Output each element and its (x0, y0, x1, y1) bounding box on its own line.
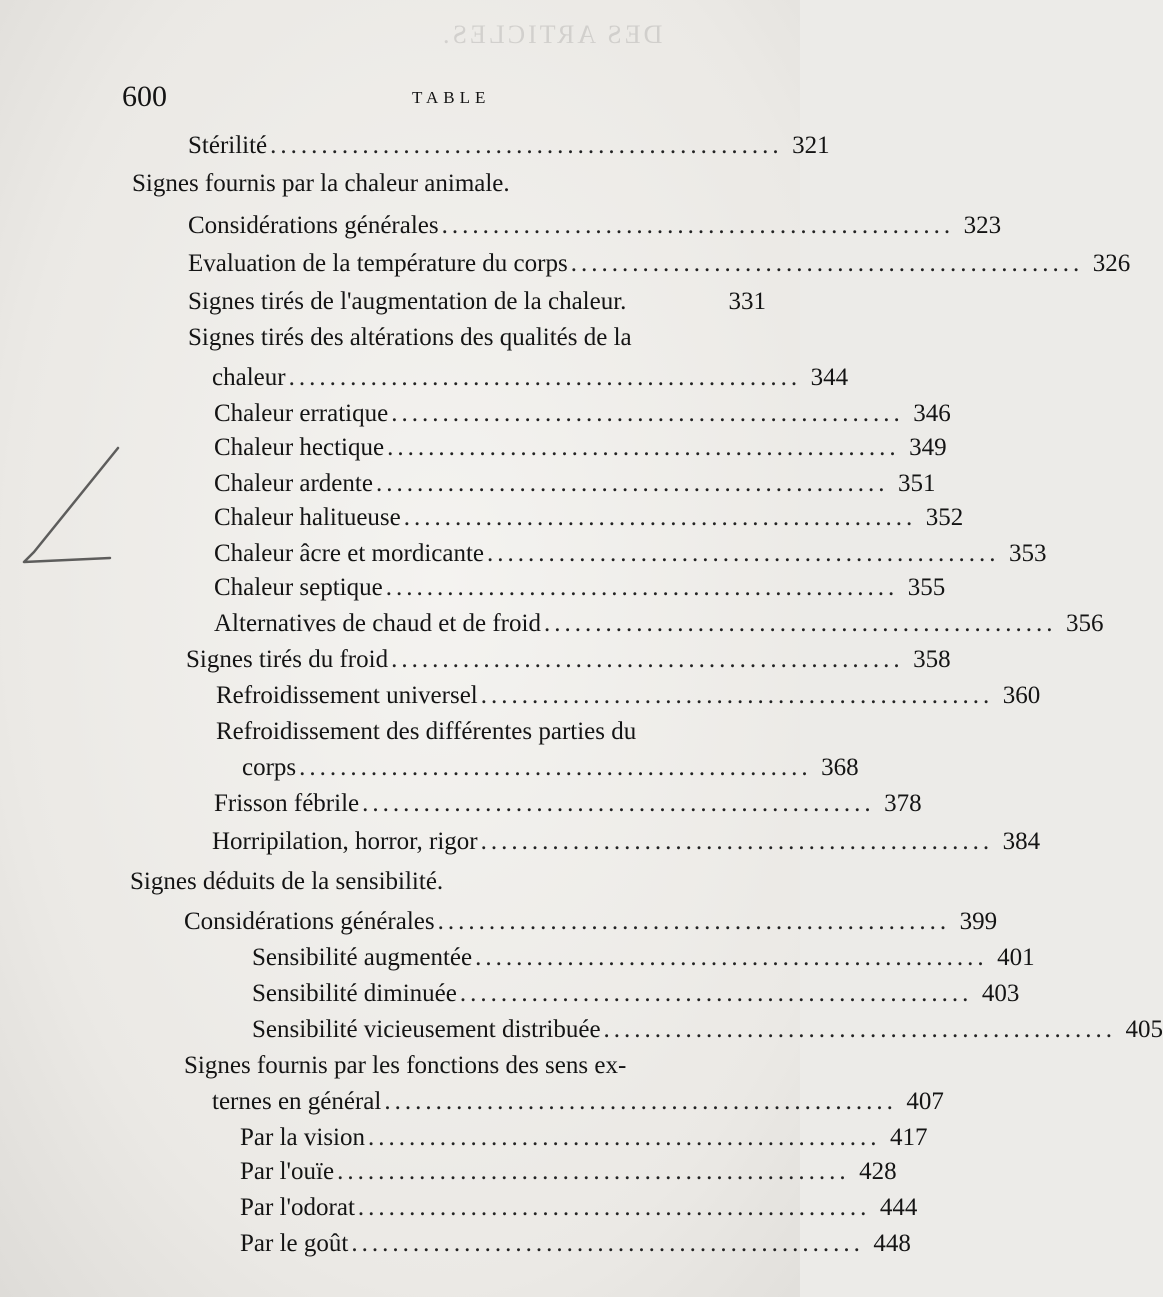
entry-label: Signes tirés de l'augmentation de la chaleur. (188, 288, 627, 315)
dot-leader: .................................................. (375, 470, 889, 497)
dot-leader: .................................................. (437, 908, 951, 935)
dot-leader: .................................................. (480, 828, 994, 855)
dot-leader: .................................................. (368, 1124, 881, 1151)
entry-page: 331 (728, 288, 766, 315)
entry-label: Chaleur hectique (214, 434, 385, 461)
dot-leader: .................................................. (403, 504, 917, 531)
section-heading: Signes déduits de la sensibilité. (130, 868, 444, 895)
entry-label: corps (242, 754, 297, 781)
toc-entry (252, 1012, 1163, 1048)
toc-entry (188, 246, 1131, 282)
dot-leader: .................................................. (459, 980, 973, 1007)
dot-leader: .................................................. (351, 1230, 864, 1257)
entry-page: 405 (1125, 1016, 1163, 1043)
entry-label: Par l'odorat (240, 1194, 355, 1221)
dot-leader: .................................................. (270, 132, 783, 159)
show-through-text: DES ARTICLES. (440, 20, 663, 49)
toc-entry (212, 824, 1041, 860)
toc-entry (252, 940, 1035, 976)
entry-label: Evaluation de la température du corps (188, 250, 568, 277)
entry-label: Sensibilité augmentée (252, 944, 473, 971)
entry-page: 358 (913, 646, 951, 673)
dot-leader: .................................................. (385, 574, 899, 601)
entry-page: 360 (1002, 682, 1041, 709)
entry-label: Chaleur septique (214, 574, 383, 601)
entry-page: 399 (959, 908, 998, 935)
entry-page: 353 (1009, 540, 1047, 567)
toc-entry (214, 396, 951, 432)
entry-label: ternes en général (212, 1088, 382, 1115)
dot-leader: .................................................. (337, 1158, 850, 1185)
toc-entry (240, 1154, 897, 1190)
entry-label: Horripilation, horror, rigor (212, 828, 478, 855)
entry-label: Chaleur âcre et mordicante (214, 540, 484, 567)
dot-leader: .................................................. (391, 400, 904, 427)
entry-page: 444 (879, 1194, 918, 1221)
page-number: 600 (122, 80, 167, 113)
toc-entry (212, 1084, 944, 1120)
entry-label-continued: Signes fournis par les fonctions des sens ex- (184, 1052, 627, 1079)
entry-label-continued: Signes tirés des altérations des qualités de la (188, 324, 632, 351)
toc-entry (214, 536, 1047, 572)
entry-page: 378 (884, 790, 922, 817)
entry-page: 346 (913, 400, 951, 427)
entry-label: Chaleur halitueuse (214, 504, 401, 531)
entry-label: Sensibilité vicieusement distribuée (252, 1016, 601, 1043)
entry-page: 355 (907, 574, 946, 601)
toc-entry (252, 976, 1020, 1012)
toc-entry (242, 750, 859, 786)
dot-leader: .................................................. (475, 944, 988, 971)
toc-entry (214, 500, 964, 536)
toc-entry (184, 904, 998, 940)
dot-leader: .................................................. (387, 434, 900, 461)
dot-leader: .................................................. (357, 1194, 871, 1221)
dot-leader: .................................................. (362, 790, 875, 817)
entry-page: 407 (906, 1088, 944, 1115)
toc-entry (216, 678, 1041, 714)
entry-label: Signes tirés du froid (186, 646, 389, 673)
entry-label: Considérations générales (188, 212, 439, 239)
entry-label: Refroidissement universel (216, 682, 478, 709)
entry-page: 356 (1065, 610, 1104, 637)
dot-leader: .................................................. (391, 646, 904, 673)
entry-label: Alternatives de chaud et de froid (214, 610, 541, 637)
toc-entry (214, 570, 946, 606)
entry-label: Considérations générales (184, 908, 435, 935)
entry-page: 417 (890, 1124, 928, 1151)
entry-label: Sensibilité diminuée (252, 980, 457, 1007)
entry-page: 352 (925, 504, 964, 531)
toc-entry (188, 128, 830, 164)
toc-entry (214, 786, 922, 822)
entry-page: 321 (792, 132, 830, 159)
toc-entry (214, 430, 947, 466)
toc-entry (214, 606, 1104, 642)
entry-label: Chaleur ardente (214, 470, 373, 497)
entry-label: Par le goût (240, 1230, 349, 1257)
dot-leader: .................................................. (543, 610, 1057, 637)
entry-page: 401 (997, 944, 1035, 971)
entry-page: 368 (821, 754, 859, 781)
entry-page: 323 (963, 212, 1002, 239)
dot-leader: .................................................. (603, 1016, 1117, 1043)
entry-label: Stérilité (188, 132, 268, 159)
section-heading: Signes fournis par la chaleur animale. (132, 170, 510, 197)
entry-label: chaleur (212, 364, 286, 391)
dot-leader: .................................................. (299, 754, 812, 781)
entry-label: Frisson fébrile (214, 790, 360, 817)
entry-page: 428 (859, 1158, 897, 1185)
toc-entry (188, 208, 1002, 244)
toc-entry (240, 1190, 918, 1226)
entry-page: 344 (810, 364, 849, 391)
entry-page: 351 (897, 470, 936, 497)
running-title: TABLE (412, 88, 491, 107)
entry-label: Chaleur erratique (214, 400, 389, 427)
entry-page: 326 (1092, 250, 1131, 277)
entry-page: 403 (981, 980, 1020, 1007)
toc-entry (214, 466, 936, 502)
toc-entry (212, 360, 849, 396)
dot-leader: .................................................. (441, 212, 955, 239)
toc-entry (240, 1226, 911, 1262)
dot-leader: .................................................. (384, 1088, 897, 1115)
toc-entry (240, 1120, 928, 1156)
dot-leader: .................................................. (487, 540, 1000, 567)
toc-entry (186, 642, 951, 678)
entry-label: Par l'ouïe (240, 1158, 335, 1185)
dot-leader: .................................................. (288, 364, 802, 391)
pencil-annotation-mark (10, 440, 130, 580)
toc-entry (188, 284, 766, 320)
entry-page: 349 (909, 434, 947, 461)
entry-page: 384 (1002, 828, 1041, 855)
entry-label: Par la vision (240, 1124, 365, 1151)
entry-page: 448 (873, 1230, 911, 1257)
entry-label-continued: Refroidissement des différentes parties du (216, 718, 637, 745)
dot-leader: .................................................. (480, 682, 994, 709)
dot-leader: .................................................. (570, 250, 1084, 277)
